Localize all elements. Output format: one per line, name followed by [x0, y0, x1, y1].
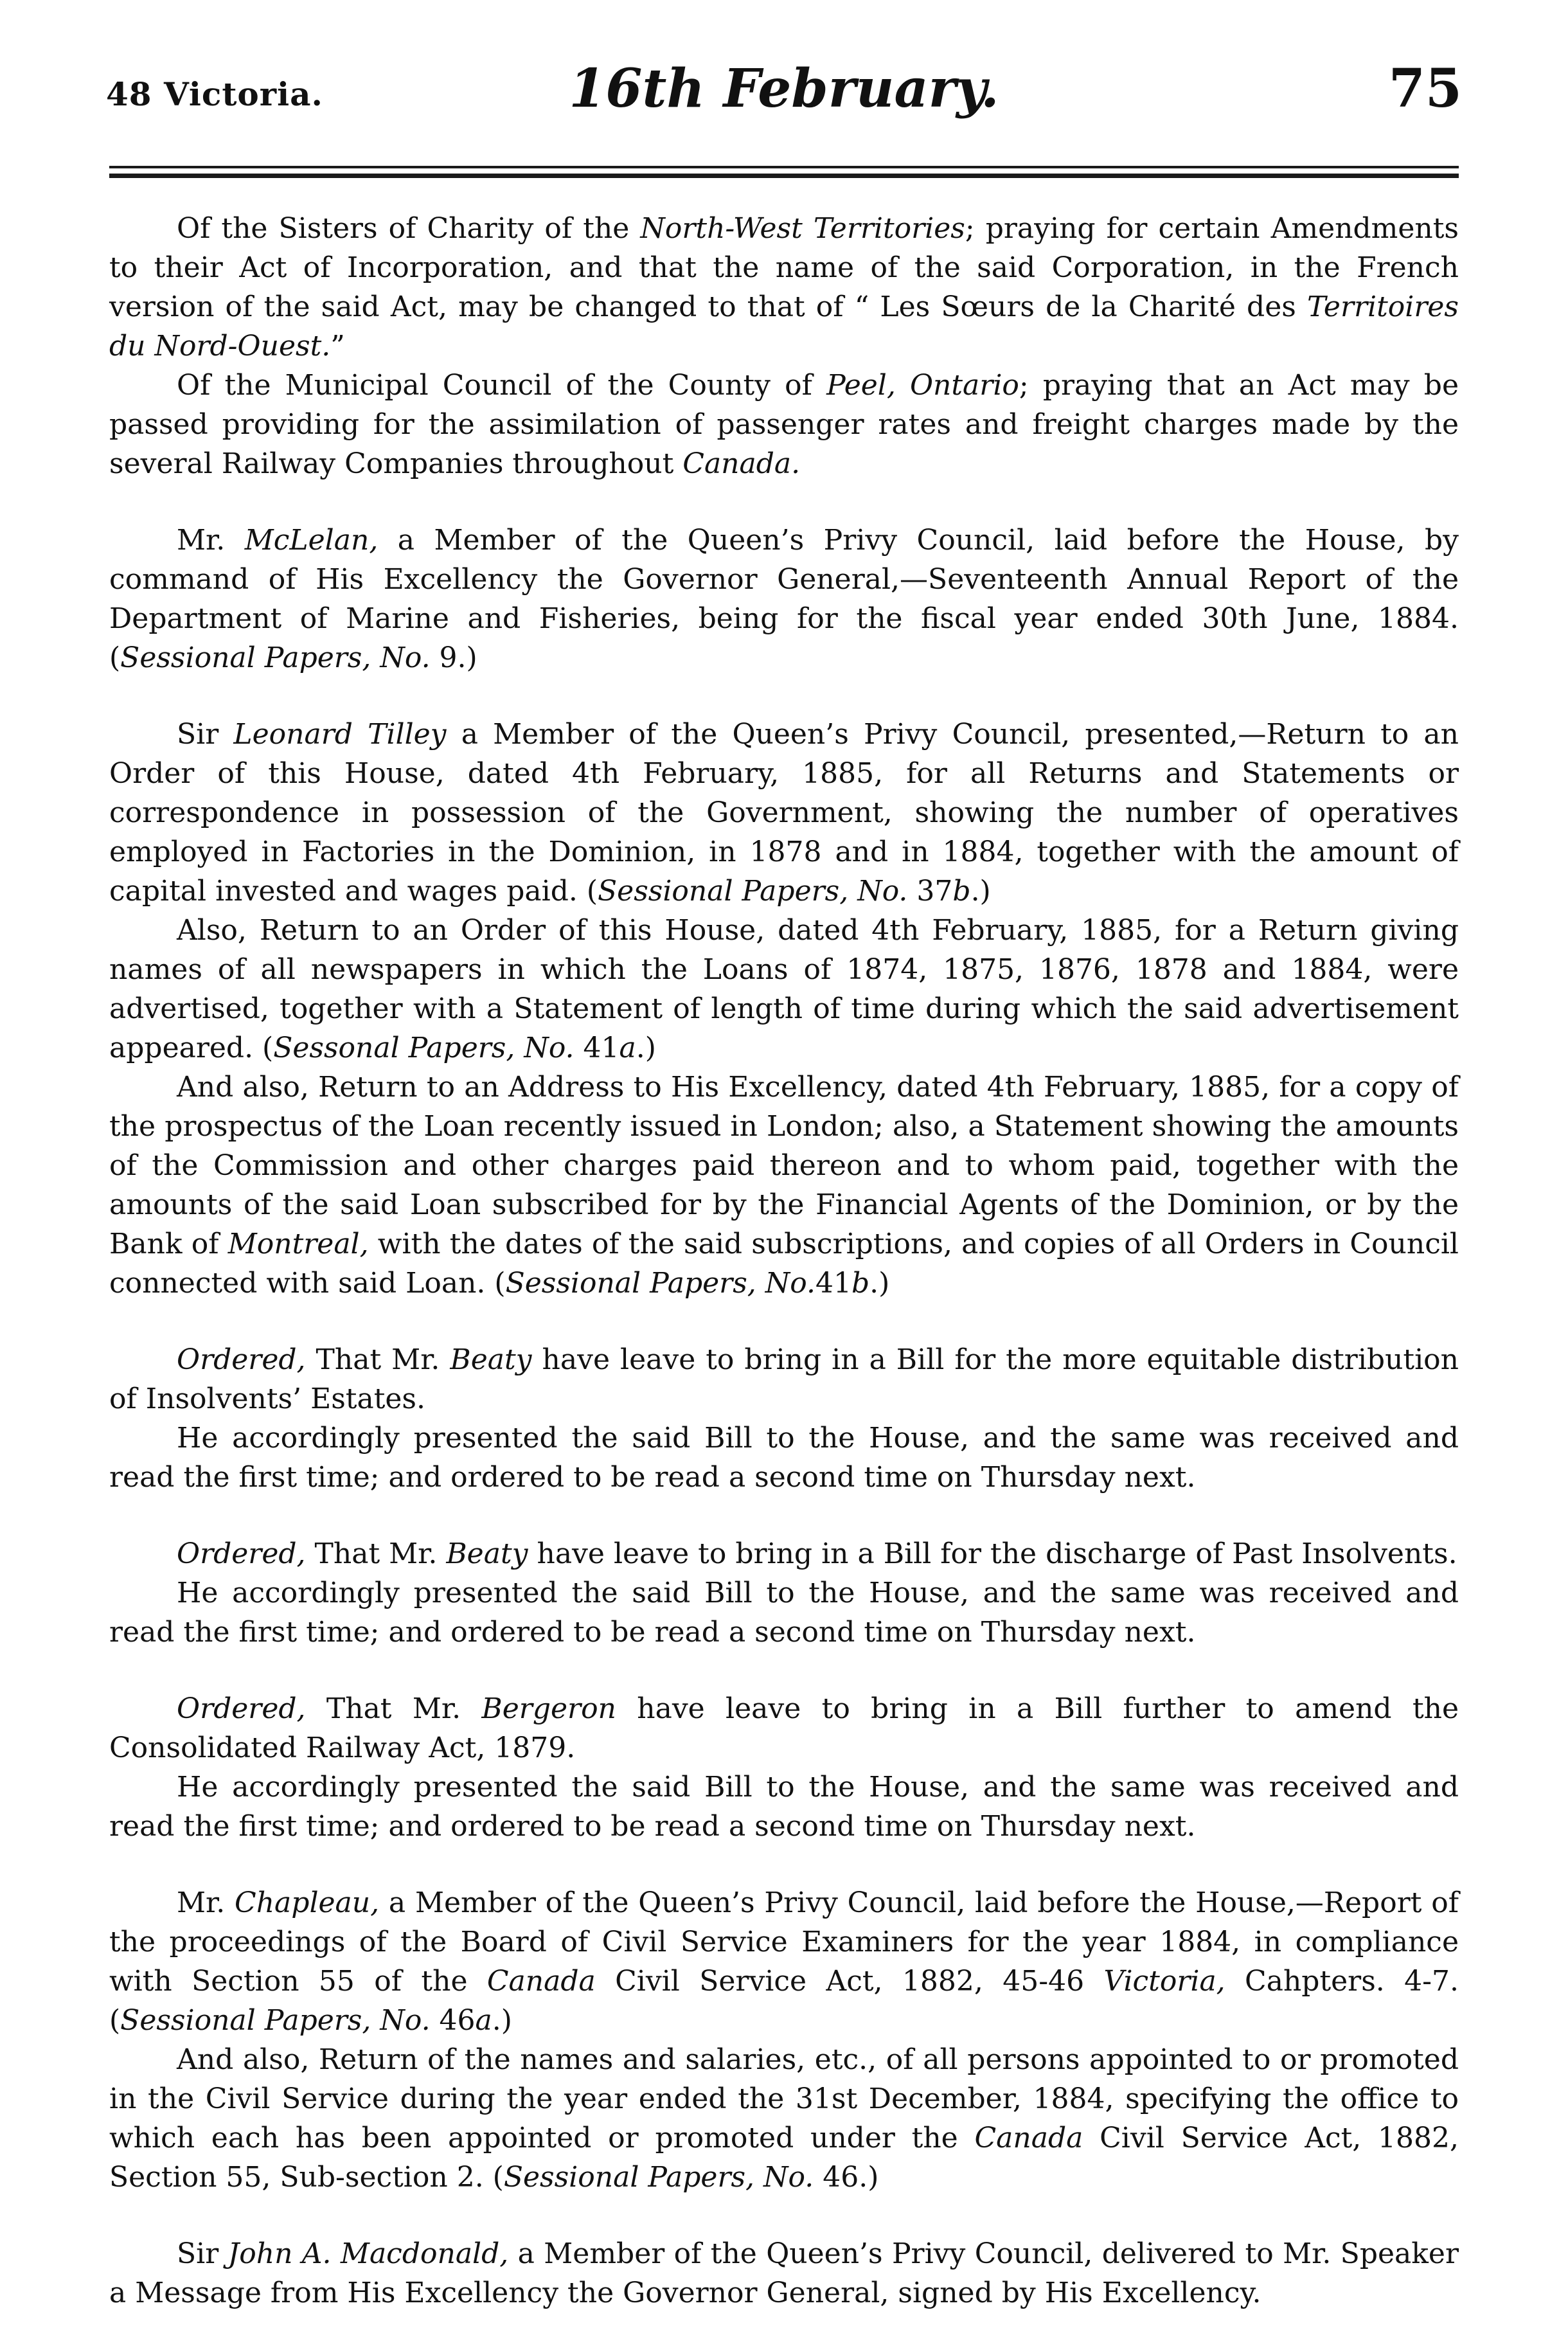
text-run: Sessional Papers, No. [503, 2161, 814, 2194]
address-loan-prospectus [109, 1068, 1459, 1303]
petition-sisters-of-charity [109, 209, 1459, 366]
text-run: Beaty [446, 1537, 528, 1570]
text-run: a Member of the Queen’s Privy Council, presented,—Return to an Order of this House, dated 4th February, 1885, for all Returns and Statements or correspondence in possession of the Government, showing the number of operatives employed in Factories in the Dominion, in 1878 and in 1884, together with the amount of capital invested and wages paid. ( [109, 718, 1459, 908]
text-run: Ordered, [177, 1692, 306, 1725]
text-run: Sir [177, 2237, 228, 2270]
text-run: Canada [974, 2122, 1083, 2154]
order-bill-railway-act [109, 1689, 1459, 1768]
text-run: Mr. [177, 524, 245, 557]
text-run: ; praying that an Act may be passed providing for the assimilation of passenger rates and freight charges made by the several Railway Companies throughout [109, 369, 1459, 480]
return-newspapers-loans [109, 911, 1459, 1068]
text-run: 46.) [814, 2161, 879, 2194]
text-run: Sessonal Papers, No. [273, 1032, 575, 1064]
text-run: 41 [815, 1267, 851, 1300]
text-run: That Mr. [305, 1537, 447, 1570]
text-run: Of the Municipal Council of the County of [177, 369, 827, 402]
text-run: 9.) [430, 641, 477, 674]
return-factory-operatives [109, 715, 1459, 911]
text-run: Victoria, [1103, 1965, 1225, 1998]
text-run: b [952, 875, 971, 908]
text-run: Of the Sisters of Charity of the [177, 212, 641, 245]
page-number: 75 [1388, 58, 1462, 120]
return-civil-service-appointments [109, 2040, 1459, 2197]
session-label: 48 Victoria. [106, 75, 323, 113]
text-run: Civil Service Act, 1882, 45-46 [595, 1965, 1104, 1998]
text-run: have leave to bring in a Bill further to amend the Consolidated Railway Act, 1879. [109, 1692, 1459, 1764]
text-run: ; praying for certain Amendments to their Act of Incorporation, and that the name of the said Corporation, in the French version of the said Act, may be changed to that of “ Les Sœurs de la Charité des [109, 212, 1459, 323]
text-run: John A. Macdonald, [227, 2237, 509, 2270]
text-run: Montreal, [227, 1228, 369, 1260]
text-run: Ordered, [177, 1537, 306, 1570]
report-marine-fisheries [109, 521, 1459, 677]
text-run: a Member of the Queen’s Privy Council, laid before the House, by command of His Excellency the Governor General,—Seventeenth Annual Report of the Department of Marine and Fisheries, being for the fiscal year ended 30th June, 1884. ( [109, 524, 1459, 674]
text-run: That Mr. [305, 1692, 482, 1725]
text-run: a [619, 1032, 636, 1064]
text-run: a Member of the Queen’s Privy Council, laid before the House,—Report of the proceedings of the Board of Civil Service Examiners for the year 1884, in compliance with Section 55 of the [109, 1886, 1459, 1998]
text-run: Canada [486, 1965, 596, 1998]
text-run: .) [636, 1032, 656, 1064]
bill-first-reading-3 [109, 1768, 1459, 1846]
order-bill-past-insolvents [109, 1534, 1459, 1573]
order-bill-insolvents-estates [109, 1340, 1459, 1419]
text-run: ” [330, 330, 345, 363]
text-run: Peel, Ontario [826, 369, 1019, 402]
text-run: Canada. [682, 447, 801, 480]
text-run: And also, Return of the names and salaries, etc., of all persons appointed to or promoted in the Civil Service during the year ended the 31st December, 1884, specifying the office to which each has been appointed or promoted under the [109, 2043, 1459, 2154]
text-run: Sir [177, 718, 234, 751]
header-rule-thick [109, 174, 1459, 178]
text-run: have leave to bring in a Bill for the discharge of Past Insolvents. [528, 1537, 1457, 1570]
petition-peel-council [109, 366, 1459, 483]
text-run: 46 [430, 2004, 476, 2037]
text-run: .) [869, 1267, 890, 1300]
text-run: Leonard Tilley [233, 718, 447, 751]
text-run: North-West Territories [640, 212, 965, 245]
text-run: Mr. [177, 1886, 235, 1919]
text-run: Cahpters. 4-7. ( [109, 1965, 1459, 2037]
journal-body [109, 209, 1459, 2313]
text-run: He accordingly presented the said Bill to the House, and the same was received and read the first time; and ordered to be read a second time on Thursday next. [109, 1771, 1459, 1843]
text-run: a [475, 2004, 492, 2037]
text-run: Ordered, [177, 1343, 306, 1376]
text-run: McLelan, [244, 524, 379, 557]
text-run: with the dates of the said subscriptions, and copies of all Orders in Council connected with said Loan. ( [109, 1228, 1459, 1300]
text-run: Chapleau, [235, 1886, 380, 1919]
text-run: Sessional Papers, No. [120, 641, 431, 674]
text-run: .) [492, 2004, 512, 2037]
bill-first-reading-2 [109, 1573, 1459, 1652]
text-run: Sessional Papers, No. [505, 1267, 815, 1300]
text-run: Sessional Papers, No. [120, 2004, 431, 2037]
text-run: He accordingly presented the said Bill to the House, and the same was received and read the first time; and ordered to be read a second time on Thursday next. [109, 1422, 1459, 1494]
header-rule-thin [109, 166, 1459, 168]
text-run: Sessional Papers, No. [598, 875, 908, 908]
message-governor-general [109, 2234, 1459, 2313]
text-run: That Mr. [305, 1343, 450, 1376]
text-run: b [851, 1267, 870, 1300]
text-run: And also, Return to an Address to His Excellency, dated 4th February, 1885, for a copy of the prospectus of the Loan recently issued in London; also, a Statement showing the amounts of the Commission and other charges paid thereon and to whom paid, together with the amounts of the said Loan subscribed for by the Financial Agents of the Dominion, or by the Bank of [109, 1071, 1459, 1260]
text-run: 37 [907, 875, 953, 908]
text-run: He accordingly presented the said Bill to the House, and the same was received and read the first time; and ordered to be read a second time on Thursday next. [109, 1577, 1459, 1649]
report-civil-service-examiners [109, 1883, 1459, 2040]
text-run: a Member of the Queen’s Privy Council, delivered to Mr. Speaker a Message from His Excellency the Governor General, signed by His Excellency. [109, 2237, 1459, 2309]
text-run: .) [970, 875, 991, 908]
page-date: 16th February. [569, 58, 999, 120]
text-run: Also, Return to an Order of this House, dated 4th February, 1885, for a Return giving names of all newspapers in which the Loans of 1874, 1875, 1876, 1878 and 1884, were advertised, together with a Statement of length of time during which the said advertisement appeared. ( [109, 914, 1459, 1064]
text-run: Civil Service Act, 1882, Section 55, Sub-section 2. ( [109, 2122, 1459, 2194]
text-run: Beaty [450, 1343, 532, 1376]
text-run: have leave to bring in a Bill for the more equitable distribution of Insolvents’ Estates. [109, 1343, 1459, 1415]
text-run: Territoires du Nord-Ouest. [109, 291, 1459, 363]
bill-first-reading-1 [109, 1419, 1459, 1497]
text-run: 41 [574, 1032, 619, 1064]
page-header [106, 35, 1462, 151]
text-run: Bergeron [481, 1692, 616, 1725]
